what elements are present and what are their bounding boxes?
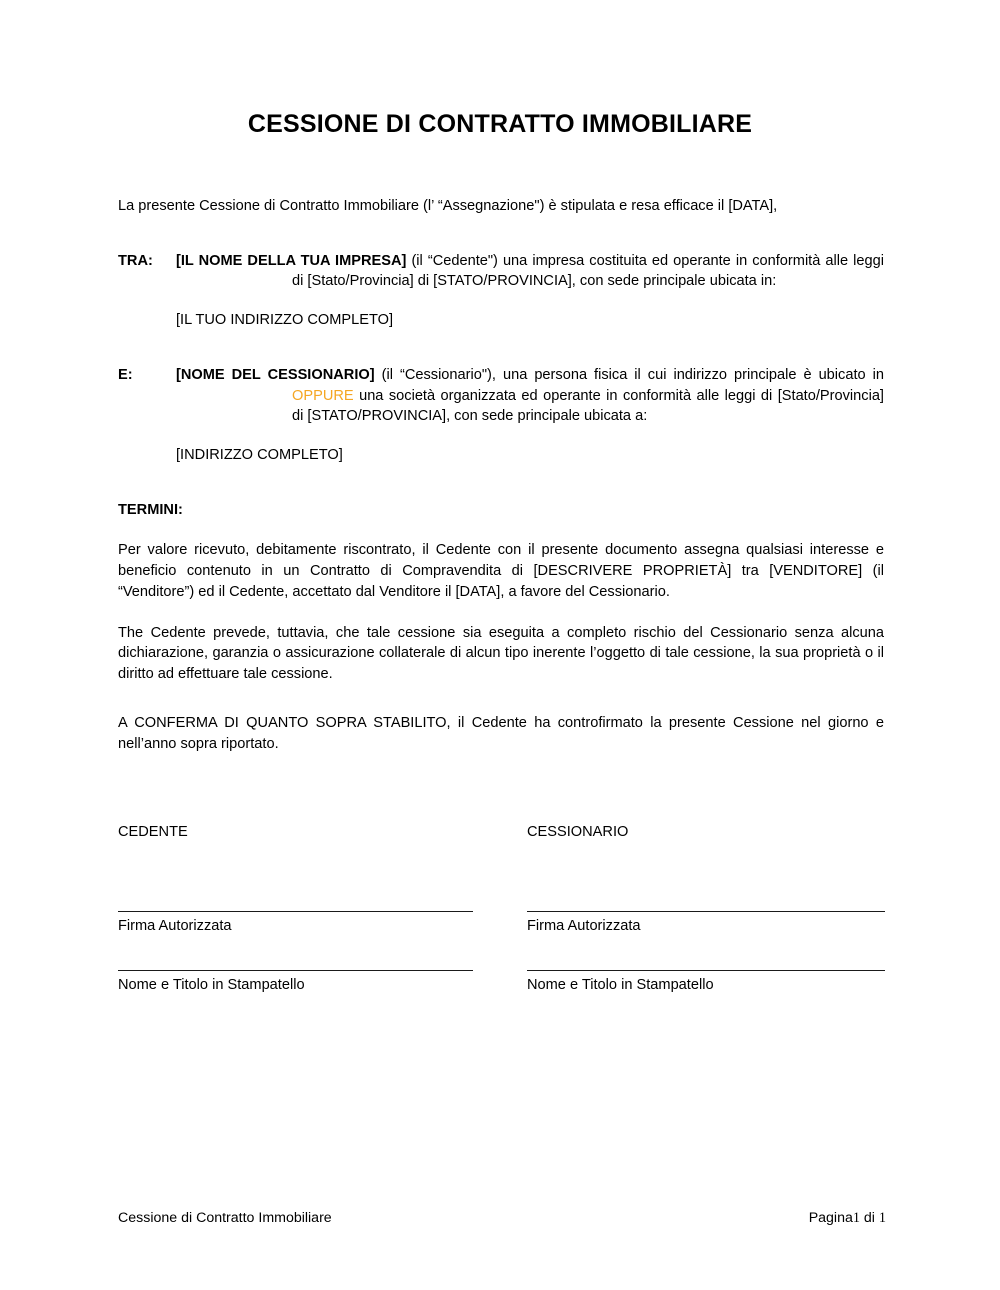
page-footer	[118, 1210, 886, 1227]
footer-page-total: 1	[878, 1210, 886, 1226]
alternative-keyword: OPPURE	[292, 387, 354, 404]
party-label-assignee: E:	[118, 366, 133, 383]
page-title: CESSIONE DI CONTRATTO IMMOBILIARE	[247, 110, 753, 138]
signature-caption-cedente: Firma Autorizzata	[118, 917, 232, 934]
party-address-block-assignee	[118, 445, 884, 466]
footer-page-indicator	[809, 1210, 886, 1227]
terms-heading: TERMINI:	[118, 501, 183, 518]
printed-name-caption-cessionario: Nome e Titolo in Stampatello	[527, 977, 714, 994]
printed-name-line-cessionario[interactable]	[527, 970, 885, 971]
signature-block-cessionario	[527, 822, 885, 996]
signature-role-cessionario: CESSIONARIO	[527, 824, 629, 840]
party-address-block-assignor	[118, 310, 884, 331]
assignor-name: [IL NOME DELLA TUA IMPRESA]	[176, 252, 407, 269]
printed-name-caption-cedente: Nome e Titolo in Stampatello	[118, 977, 305, 994]
party-block-assignee	[118, 365, 884, 427]
signature-line-cedente[interactable]	[118, 911, 473, 912]
signature-caption-cessionario: Firma Autorizzata	[527, 917, 641, 934]
party-text-assignor	[176, 251, 884, 292]
signature-role-cedente: CEDENTE	[118, 824, 188, 840]
footer-page-number: 1	[852, 1210, 860, 1226]
printed-name-line-cedente[interactable]	[118, 970, 473, 971]
document-body	[118, 196, 884, 754]
footer-document-name: Cessione di Contratto Immobiliare	[118, 1210, 332, 1226]
intro-paragraph: La presente Cessione di Contratto Immobiliare (l’ “Assegnazione") è stipulata e resa efficace il [DATA],	[118, 198, 778, 214]
signature-area	[118, 822, 886, 996]
footer-page-of: di	[859, 1210, 879, 1226]
party-label-assignor: TRA:	[118, 252, 153, 269]
party-block-assignor	[118, 251, 884, 292]
assignee-address: [INDIRIZZO COMPLETO]	[176, 447, 343, 464]
assignor-address: [IL TUO INDIRIZZO COMPLETO]	[176, 312, 394, 329]
terms-paragraph-3: A CONFERMA DI QUANTO SOPRA STABILITO, il Cedente ha controfirmato la presente Cessione nel giorno e nell’anno sopra riportato.	[118, 714, 884, 752]
assignee-name: [NOME DEL CESSIONARIO]	[176, 366, 375, 383]
assignee-description-after: una società organizzata ed operante in conformità alle leggi di [Stato/Provincia] di [STATO/PROVINCIA], con sede principale ubicata a:	[292, 387, 884, 425]
signature-block-cedente	[118, 822, 473, 996]
assignor-description: (il “Cedente") una impresa costituita ed operante in conformità alle leggi di [Stato/Provincia] di [STATO/PROVINCIA], con sede principale ubicata in:	[292, 252, 884, 290]
assignee-description-before: (il “Cessionario"), una persona fisica il cui indirizzo principale è ubicato in	[374, 366, 884, 383]
signature-line-cessionario[interactable]	[527, 911, 885, 912]
party-text-assignee	[176, 365, 884, 427]
terms-paragraph-1: Per valore ricevuto, debitamente riscontrato, il Cedente con il presente documento assegna qualsiasi interesse e beneficio contenuto in un Contratto di Compravendita di [DESCRIVERE PROPRIETÀ] tra [VENDITORE] (il “Venditore”) ed il Cedente, accettato dal Venditore il [DATA], a favore del Cessionario.	[118, 542, 884, 600]
terms-paragraph-2: The Cedente prevede, tuttavia, che tale cessione sia eseguita a completo rischio del Cessionario senza alcuna dichiarazione, garanzia o assicurazione collaterale di alcun tipo inerente l’oggetto di tale cessione, la sua proprietà o il diritto ad effettuare tale cessione.	[118, 624, 884, 683]
footer-page-label: Pagina	[808, 1210, 853, 1226]
